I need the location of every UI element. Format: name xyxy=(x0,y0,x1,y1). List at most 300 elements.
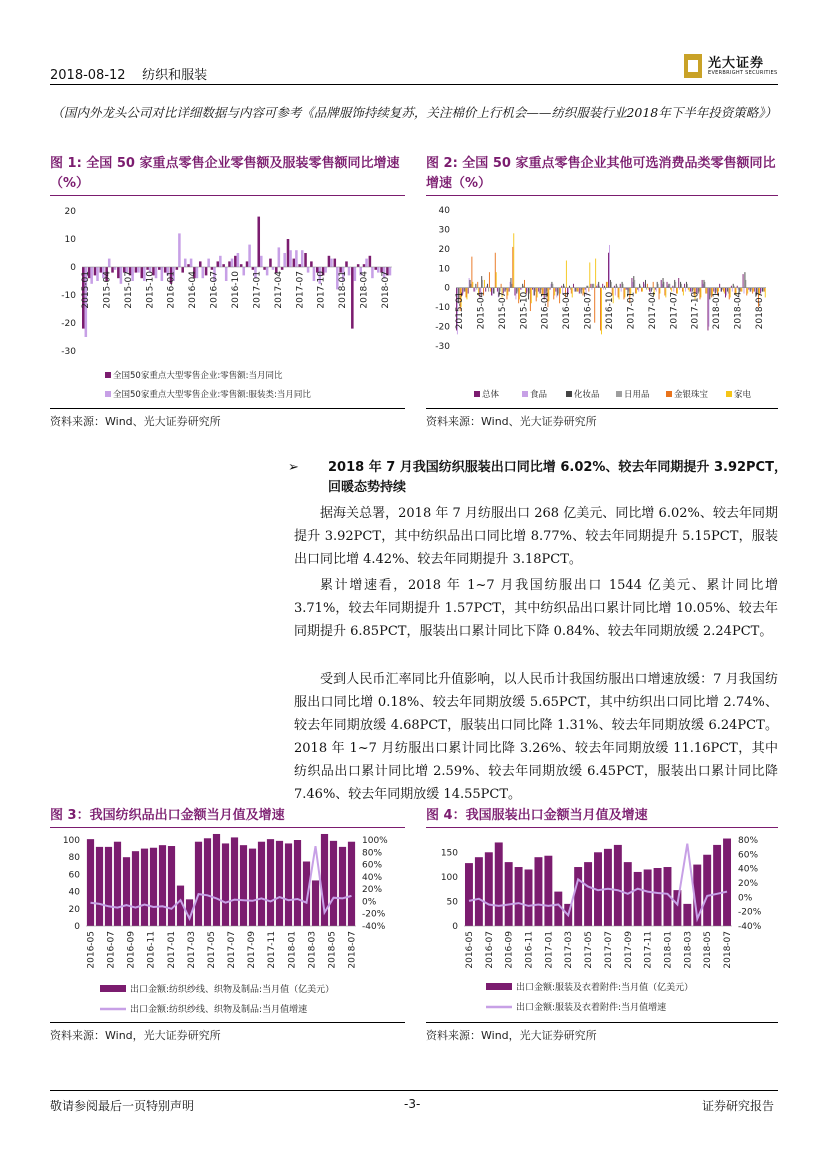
bar-食品 xyxy=(656,288,657,292)
bar-全国50家重点大型零售企业:零售额:服装类:当月同比 xyxy=(365,259,368,267)
bar-化妆品 xyxy=(505,288,506,292)
bar-金银珠宝 xyxy=(559,288,560,304)
x-tick-label: 2017-07 xyxy=(669,291,680,330)
figure-4-title: 图 4：我国服装出口金额当月值及增速 xyxy=(426,808,648,823)
y-right-tick-label: -20% xyxy=(738,907,762,918)
bar-化妆品 xyxy=(470,280,471,288)
bar-日用品 xyxy=(470,284,471,288)
bar-export-value xyxy=(195,842,202,926)
bar-化妆品 xyxy=(487,284,488,288)
bar-食品 xyxy=(703,284,704,288)
x-tick-label: 2018-03 xyxy=(307,931,318,969)
legend-label-bar: 出口金额:服装及衣着附件:当月值（亿美元） xyxy=(516,983,694,993)
bar-全国50家重点大型零售企业:零售额:服装类:当月同比 xyxy=(137,267,140,273)
bar-金银珠宝 xyxy=(471,257,472,288)
bar-日用品 xyxy=(500,288,501,292)
bar-全国50家重点大型零售企业:零售额:当月同比 xyxy=(281,267,284,270)
bar-家电 xyxy=(490,288,491,292)
y-tick-label: 20 xyxy=(64,207,76,217)
bar-化妆品 xyxy=(581,288,582,294)
bar-化妆品 xyxy=(721,288,722,292)
bar-全国50家重点大型零售企业:零售额:服装类:当月同比 xyxy=(207,259,210,267)
bar-全国50家重点大型零售企业:零售额:当月同比 xyxy=(369,256,372,267)
bar-日用品 xyxy=(634,280,635,288)
x-tick-label: 2017-04 xyxy=(647,291,658,330)
x-tick-label: 2017-03 xyxy=(564,931,575,969)
logo-mark-icon xyxy=(684,54,702,78)
bar-家电 xyxy=(531,288,532,304)
bar-export-value xyxy=(525,869,533,926)
x-tick-label: 2016-07 xyxy=(484,931,495,969)
legend-swatch xyxy=(474,391,480,397)
bar-总体 xyxy=(702,280,703,288)
y-tick-label: 0 xyxy=(444,283,450,294)
bar-export-value xyxy=(249,849,256,926)
bar-日用品 xyxy=(593,284,594,288)
bar-全国50家重点大型零售企业:零售额:当月同比 xyxy=(363,264,366,267)
y-right-tick-label: 80% xyxy=(738,836,759,846)
y-tick-label: 10 xyxy=(438,264,450,275)
bar-金银珠宝 xyxy=(489,272,490,288)
x-tick-label: 2018-01 xyxy=(338,271,349,309)
bar-食品 xyxy=(609,245,610,288)
bar-家电 xyxy=(607,282,608,288)
bar-食品 xyxy=(662,284,663,288)
bar-export-value xyxy=(312,880,319,926)
bar-总体 xyxy=(678,278,679,288)
bar-全国50家重点大型零售企业:零售额:服装类:当月同比 xyxy=(330,259,333,267)
bar-金银珠宝 xyxy=(705,288,706,294)
bar-export-value xyxy=(475,857,483,926)
bar-金银珠宝 xyxy=(536,288,537,302)
legend-label: 日用品 xyxy=(624,390,650,400)
x-tick-label: 2015-10 xyxy=(145,271,156,309)
bar-化妆品 xyxy=(592,284,593,288)
bar-export-value xyxy=(339,847,346,926)
x-tick-label: 2018-01 xyxy=(712,291,723,330)
bar-总体 xyxy=(555,288,556,292)
bar-化妆品 xyxy=(464,288,465,292)
y-left-tick-label: 20 xyxy=(68,904,80,915)
bar-食品 xyxy=(504,288,505,292)
bar-总体 xyxy=(474,288,475,292)
bar-化妆品 xyxy=(733,284,734,288)
y-left-tick-label: 150 xyxy=(440,848,458,859)
bar-金银珠宝 xyxy=(764,288,765,292)
x-tick-label: 2018-04 xyxy=(359,271,370,309)
y-left-tick-label: 0 xyxy=(74,922,80,932)
bar-日用品 xyxy=(710,288,711,296)
bar-家电 xyxy=(753,288,754,292)
legend-swatch xyxy=(666,391,672,397)
bar-食品 xyxy=(708,288,709,327)
bar-总体 xyxy=(649,288,650,292)
bar-export-value xyxy=(713,845,721,926)
bar-export-value xyxy=(654,868,662,926)
bar-全国50家重点大型零售企业:零售额:当月同比 xyxy=(351,267,354,329)
x-tick-label: 2017-01 xyxy=(544,931,555,969)
bar-家电 xyxy=(578,288,579,292)
bar-金银珠宝 xyxy=(664,288,665,296)
x-tick-label: 2017-05 xyxy=(584,931,595,969)
bar-食品 xyxy=(551,284,552,288)
x-tick-label: 2016-07 xyxy=(583,291,594,330)
bar-全国50家重点大型零售企业:零售额:当月同比 xyxy=(234,256,237,267)
y-right-tick-label: 40% xyxy=(738,864,759,875)
bar-export-value xyxy=(673,890,681,926)
bar-日用品 xyxy=(576,288,577,292)
bar-家电 xyxy=(472,282,473,288)
bar-日用品 xyxy=(681,284,682,288)
figure-1-chart xyxy=(50,198,410,408)
bar-export-value xyxy=(258,842,265,926)
bar-总体 xyxy=(754,288,755,292)
bar-食品 xyxy=(761,288,762,292)
bar-全国50家重点大型零售企业:零售额:当月同比 xyxy=(146,267,149,270)
bar-export-value xyxy=(231,837,238,926)
bar-总体 xyxy=(608,253,609,288)
legend-swatch xyxy=(105,372,111,378)
y-tick-label: -30 xyxy=(61,347,76,357)
bar-食品 xyxy=(527,288,528,292)
bar-export-value xyxy=(604,849,612,926)
bar-全国50家重点大型零售企业:零售额:当月同比 xyxy=(228,261,231,267)
bar-全国50家重点大型零售企业:零售额:服装类:当月同比 xyxy=(301,250,304,267)
bar-全国50家重点大型零售企业:零售额:服装类:当月同比 xyxy=(225,267,228,281)
x-tick-label: 2017-11 xyxy=(267,931,278,969)
bar-全国50家重点大型零售企业:零售额:服装类:当月同比 xyxy=(202,267,205,278)
bar-总体 xyxy=(725,288,726,298)
bar-家电 xyxy=(747,288,748,294)
x-tick-label: 2015-01 xyxy=(81,271,91,309)
bar-化妆品 xyxy=(575,288,576,292)
bar-export-value xyxy=(574,867,582,926)
header-rule xyxy=(50,84,778,85)
legend-swatch xyxy=(566,391,572,397)
bar-食品 xyxy=(685,288,686,292)
x-tick-label: 2017-11 xyxy=(643,931,654,969)
x-tick-label: 2015-07 xyxy=(123,271,134,309)
bar-全国50家重点大型零售企业:零售额:服装类:当月同比 xyxy=(237,253,240,267)
x-tick-label: 2018-05 xyxy=(703,931,714,969)
bar-家电 xyxy=(706,288,707,294)
bar-食品 xyxy=(515,288,516,300)
bar-化妆品 xyxy=(510,278,511,288)
bar-export-value xyxy=(634,872,642,926)
x-tick-label: 2016-09 xyxy=(126,931,137,969)
bar-化妆品 xyxy=(622,282,623,288)
y-right-tick-label: 0% xyxy=(738,893,753,904)
bar-家电 xyxy=(595,259,596,288)
bar-食品 xyxy=(597,284,598,288)
bar-日用品 xyxy=(664,282,665,288)
bar-export-value xyxy=(544,856,552,926)
bar-家电 xyxy=(601,288,602,335)
bar-export-value xyxy=(683,904,691,926)
bar-全国50家重点大型零售企业:零售额:当月同比 xyxy=(94,267,97,275)
x-tick-label: 2018-01 xyxy=(663,931,674,969)
footer-disclaimer: 敬请参阅最后一页特别声明 xyxy=(50,1099,195,1113)
bar-全国50家重点大型零售企业:零售额:当月同比 xyxy=(334,259,337,267)
y-left-tick-label: 0 xyxy=(452,922,458,932)
x-tick-label: 2018-07 xyxy=(755,291,765,330)
x-tick-label: 2017-09 xyxy=(623,931,634,969)
bar-化妆品 xyxy=(639,284,640,288)
bar-食品 xyxy=(574,288,575,292)
bar-化妆品 xyxy=(744,272,745,288)
y-right-tick-label: 80% xyxy=(362,848,383,859)
bar-全国50家重点大型零售企业:零售额:当月同比 xyxy=(240,264,243,267)
bar-全国50家重点大型零售企业:零售额:当月同比 xyxy=(257,217,260,267)
bar-总体 xyxy=(491,288,492,296)
bar-export-value xyxy=(96,847,103,926)
bar-日用品 xyxy=(669,284,670,288)
bar-全国50家重点大型零售企业:零售额:服装类:当月同比 xyxy=(184,259,187,267)
bar-总体 xyxy=(538,288,539,292)
bar-金银珠宝 xyxy=(600,288,601,331)
legend-label: 化妆品 xyxy=(574,390,600,400)
bar-日用品 xyxy=(552,284,553,288)
bar-日用品 xyxy=(511,284,512,288)
bar-金银珠宝 xyxy=(653,282,654,288)
bar-家电 xyxy=(665,288,666,298)
y-left-tick-label: 60 xyxy=(68,870,80,881)
x-tick-label: 2016-05 xyxy=(464,931,475,969)
bar-全国50家重点大型零售企业:零售额:当月同比 xyxy=(252,267,255,270)
x-tick-label: 2017-05 xyxy=(206,931,217,969)
y-tick-label: -30 xyxy=(435,342,450,352)
bar-化妆品 xyxy=(633,276,634,288)
bar-全国50家重点大型零售企业:零售额:服装类:当月同比 xyxy=(371,267,374,278)
bar-全国50家重点大型零售企业:零售额:服装类:当月同比 xyxy=(354,267,357,281)
x-tick-label: 2018-04 xyxy=(733,291,744,330)
bar-家电 xyxy=(671,288,672,292)
legend-swatch-bar xyxy=(100,985,126,992)
bar-总体 xyxy=(509,288,510,292)
bar-日用品 xyxy=(517,288,518,292)
paragraph-2: 累计增速看，2018 年 1~7 月我国纺服出口 1544 亿美元、累计同比增 3.71%，较去年同期提升 1.57PCT，其中纺织品出口累计同比增 10.05%、较去年同期提升 6.85PCT，服装出口累计同比下降 0.84%、较去年同期放缓 2.24PCT。 xyxy=(294,578,778,639)
x-tick-label: 2017-10 xyxy=(316,271,327,309)
bar-家电 xyxy=(724,288,725,294)
legend-label: 总体 xyxy=(482,390,500,400)
bar-全国50家重点大型零售企业:零售额:当月同比 xyxy=(187,264,190,267)
bar-export-value xyxy=(285,843,292,926)
legend-swatch xyxy=(616,391,622,397)
bar-化妆品 xyxy=(598,282,599,288)
bar-全国50家重点大型零售企业:零售额:服装类:当月同比 xyxy=(190,259,193,267)
bar-总体 xyxy=(485,288,486,292)
bar-export-value xyxy=(213,834,220,926)
bar-家电 xyxy=(642,288,643,292)
bar-export-value xyxy=(276,841,283,926)
bar-总体 xyxy=(573,284,574,288)
x-tick-label: 2017-10 xyxy=(690,291,701,330)
figure-1-bottom-rule xyxy=(50,408,405,409)
bar-全国50家重点大型零售企业:零售额:服装类:当月同比 xyxy=(377,267,380,273)
x-tick-label: 2016-04 xyxy=(188,271,199,309)
bar-食品 xyxy=(726,288,727,296)
bar-export-value xyxy=(123,857,130,926)
bar-总体 xyxy=(579,288,580,294)
bar-金银珠宝 xyxy=(647,284,648,288)
bar-食品 xyxy=(744,288,745,294)
bar-化妆品 xyxy=(704,280,705,288)
bar-日用品 xyxy=(745,280,746,288)
figure-2-rule xyxy=(426,195,778,196)
bar-全国50家重点大型零售企业:零售额:服装类:当月同比 xyxy=(295,250,298,267)
bar-日用品 xyxy=(611,282,612,288)
bullet-icon: ➢ xyxy=(288,460,299,475)
x-tick-label: 2016-09 xyxy=(504,931,515,969)
figure-3-title: 图 3：我国纺织品出口金额当月值及增速 xyxy=(50,808,285,823)
legend-label-line: 出口金额:服装及衣着附件:当月值增速 xyxy=(516,1003,667,1013)
bar-全国50家重点大型零售企业:零售额:服装类:当月同比 xyxy=(231,259,234,267)
bar-食品 xyxy=(632,282,633,288)
bar-化妆品 xyxy=(522,284,523,288)
bar-export-value xyxy=(465,863,473,926)
legend-swatch xyxy=(105,391,111,397)
bar-全国50家重点大型零售企业:零售额:服装类:当月同比 xyxy=(108,259,111,267)
bar-食品 xyxy=(749,288,750,292)
bar-export-value xyxy=(87,839,94,926)
bar-总体 xyxy=(591,284,592,288)
x-tick-label: 2017-01 xyxy=(166,931,177,969)
page-number: -3- xyxy=(404,1097,421,1111)
x-tick-label: 2018-01 xyxy=(287,931,298,969)
bar-食品 xyxy=(510,282,511,288)
bar-总体 xyxy=(468,288,469,294)
y-tick-label: -10 xyxy=(435,303,450,314)
bar-全国50家重点大型零售企业:零售额:当月同比 xyxy=(298,264,301,267)
bar-export-value xyxy=(303,862,310,927)
bar-export-value xyxy=(159,845,166,926)
bar-家电 xyxy=(566,261,567,288)
bar-export-value xyxy=(495,842,503,926)
x-tick-label: 2016-05 xyxy=(86,931,97,969)
bar-金银珠宝 xyxy=(477,282,478,288)
bar-家电 xyxy=(589,262,590,287)
figure-3-bottom-rule xyxy=(50,1022,405,1023)
x-tick-label: 2017-07 xyxy=(295,271,306,309)
bar-export-value xyxy=(267,839,274,926)
bar-食品 xyxy=(580,288,581,292)
bar-export-value xyxy=(141,849,148,926)
bar-全国50家重点大型零售企业:零售额:当月同比 xyxy=(328,256,331,267)
bar-金银珠宝 xyxy=(466,288,467,298)
figure-1-rule xyxy=(50,195,405,196)
y-right-tick-label: 20% xyxy=(738,879,759,889)
bar-食品 xyxy=(539,288,540,294)
bar-化妆品 xyxy=(534,288,535,296)
bar-家电 xyxy=(484,280,485,288)
bar-金银珠宝 xyxy=(746,288,747,296)
legend-swatch xyxy=(522,391,528,397)
bar-总体 xyxy=(743,274,744,288)
bar-全国50家重点大型零售企业:零售额:当月同比 xyxy=(176,267,179,270)
bar-金银珠宝 xyxy=(618,288,619,298)
bar-化妆品 xyxy=(680,282,681,288)
bar-全国50家重点大型零售企业:零售额:服装类:当月同比 xyxy=(283,253,286,267)
y-right-tick-label: 40% xyxy=(362,872,383,883)
bar-金银珠宝 xyxy=(752,288,753,294)
figure-3-rule xyxy=(50,827,405,828)
bar-金银珠宝 xyxy=(606,282,607,288)
bar-日用品 xyxy=(716,288,717,292)
bar-日用品 xyxy=(728,288,729,294)
bar-全国50家重点大型零售企业:零售额:当月同比 xyxy=(217,261,220,267)
bar-全国50家重点大型零售企业:零售额:当月同比 xyxy=(374,267,377,270)
bar-全国50家重点大型零售企业:零售额:当月同比 xyxy=(263,267,266,270)
bar-食品 xyxy=(732,288,733,292)
bar-金银珠宝 xyxy=(641,288,642,292)
y-tick-label: 10 xyxy=(64,235,76,245)
bar-家电 xyxy=(554,288,555,296)
y-right-tick-label: 60% xyxy=(362,860,383,871)
bar-金银珠宝 xyxy=(729,288,730,300)
bar-家电 xyxy=(730,288,731,298)
bar-export-value xyxy=(703,855,711,926)
bar-全国50家重点大型零售企业:零售额:服装类:当月同比 xyxy=(96,267,99,281)
y-left-tick-label: 100 xyxy=(62,836,80,846)
bar-化妆品 xyxy=(686,282,687,288)
bar-化妆品 xyxy=(651,288,652,292)
bar-金银珠宝 xyxy=(659,288,660,300)
bar-家电 xyxy=(466,288,467,300)
legend-swatch-bar xyxy=(486,983,512,990)
bar-export-value xyxy=(584,862,592,926)
bar-总体 xyxy=(602,284,603,288)
bar-日用品 xyxy=(465,288,466,292)
x-tick-label: 2016-10 xyxy=(231,271,241,309)
x-tick-label: 2016-11 xyxy=(146,931,157,969)
bar-export-value xyxy=(105,847,112,926)
bar-日用品 xyxy=(547,288,548,292)
bar-日用品 xyxy=(740,288,741,292)
figure-3-chart xyxy=(50,830,410,1020)
bar-金银珠宝 xyxy=(588,288,589,292)
bar-化妆品 xyxy=(657,282,658,288)
bar-全国50家重点大型零售企业:零售额:服装类:当月同比 xyxy=(161,267,164,281)
bar-export-value xyxy=(505,862,513,926)
y-tick-label: 30 xyxy=(438,225,450,236)
bar-化妆品 xyxy=(481,276,482,288)
figure-4-bottom-rule xyxy=(426,1022,778,1023)
bar-全国50家重点大型零售企业:零售额:当月同比 xyxy=(357,264,360,267)
legend-label: 全国50家重点大型零售企业:零售额:当月同比 xyxy=(113,371,283,381)
bar-export-value xyxy=(240,845,247,926)
bar-export-value xyxy=(723,839,731,926)
y-left-tick-label: 100 xyxy=(440,872,458,883)
figure-2-chart xyxy=(426,198,781,408)
bar-总体 xyxy=(661,280,662,288)
bar-全国50家重点大型零售企业:零售额:当月同比 xyxy=(199,261,202,267)
legend-label: 食品 xyxy=(530,390,548,400)
bar-export-value xyxy=(114,842,121,926)
bar-家电 xyxy=(496,272,497,288)
bar-日用品 xyxy=(699,288,700,292)
bar-日用品 xyxy=(482,280,483,288)
bar-食品 xyxy=(638,288,639,292)
y-left-tick-label: 40 xyxy=(68,887,80,898)
bar-全国50家重点大型零售企业:零售额:服装类:当月同比 xyxy=(178,233,181,267)
bar-日用品 xyxy=(535,288,536,292)
bar-食品 xyxy=(492,288,493,296)
y-right-tick-label: 0% xyxy=(362,897,377,908)
bar-全国50家重点大型零售企业:零售额:当月同比 xyxy=(269,259,272,267)
bar-日用品 xyxy=(488,288,489,292)
bar-化妆品 xyxy=(727,288,728,292)
x-tick-label: 2018-07 xyxy=(381,271,391,309)
